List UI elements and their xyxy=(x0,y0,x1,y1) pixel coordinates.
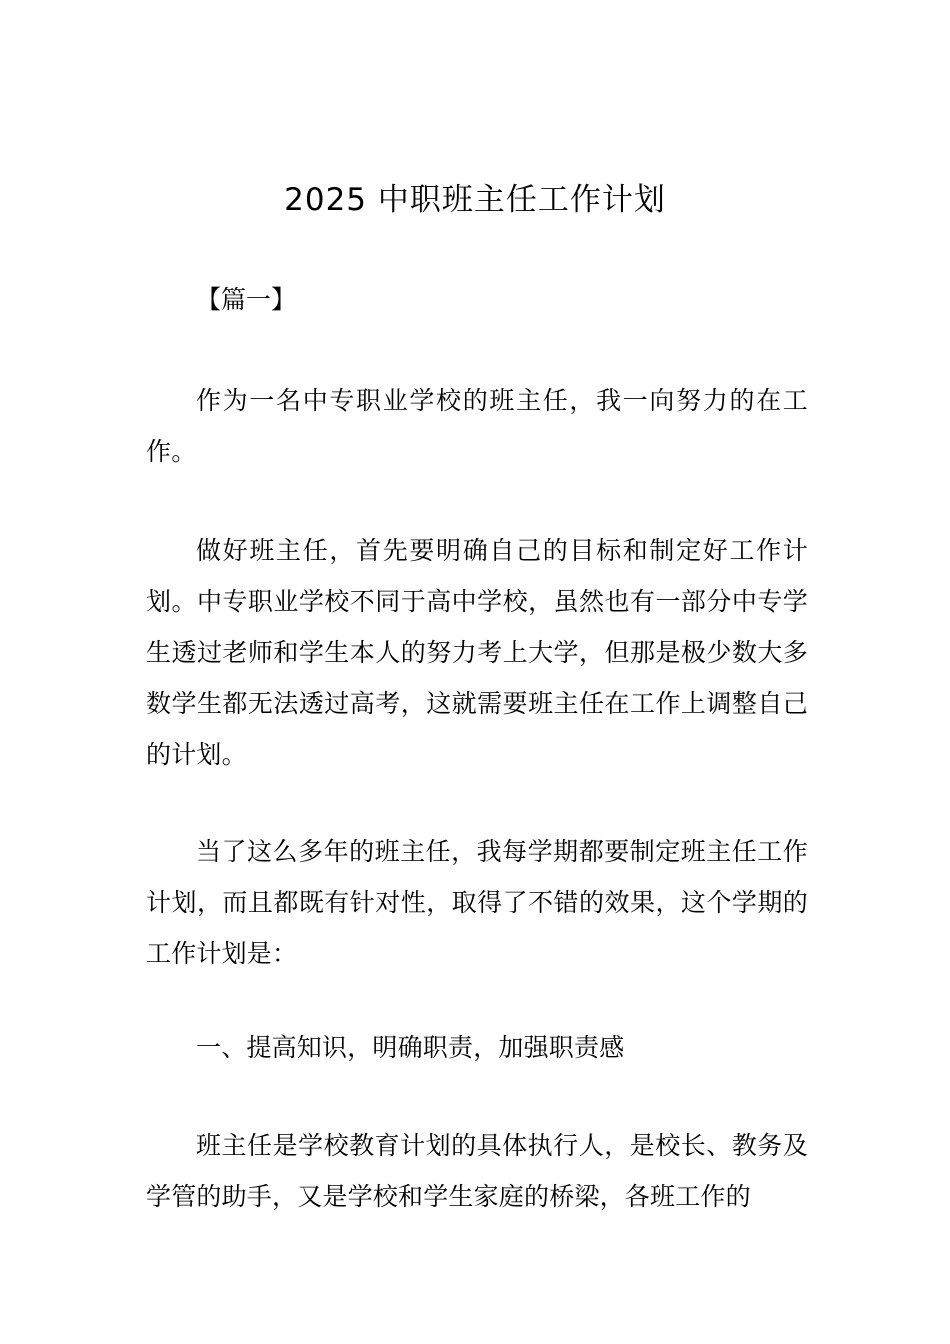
document-title: 2025 中职班主任工作计划 xyxy=(284,182,666,218)
subheading-one: 一、提高知识，明确职责，加强职责感 xyxy=(196,1033,625,1062)
paragraph-goals: 做好班主任，首先要明确自己的目标和制定好工作计划。中专职业学校不同于高中学校，虽然也有一部分中专学生透过老师和学生本人的努力考上大学，但那是极少数大多数学生都无法透过高考，这就需要班主任在工作上调整自己的计划。 xyxy=(146,536,808,769)
paragraph-role: 班主任是学校教育计划的具体执行人，是校长、教务及学管的助手，又是学校和学生家庭的桥梁，各班工作的 xyxy=(146,1131,808,1211)
paragraph-plan-intro: 当了这么多年的班主任，我每学期都要制定班主任工作计划，而且都既有针对性，取得了不错的效果，这个学期的工作计划是： xyxy=(146,837,808,968)
section-label: 【篇一】 xyxy=(196,285,297,314)
paragraph-intro: 作为一名中专职业学校的班主任，我一向努力的在工作。 xyxy=(146,386,808,466)
